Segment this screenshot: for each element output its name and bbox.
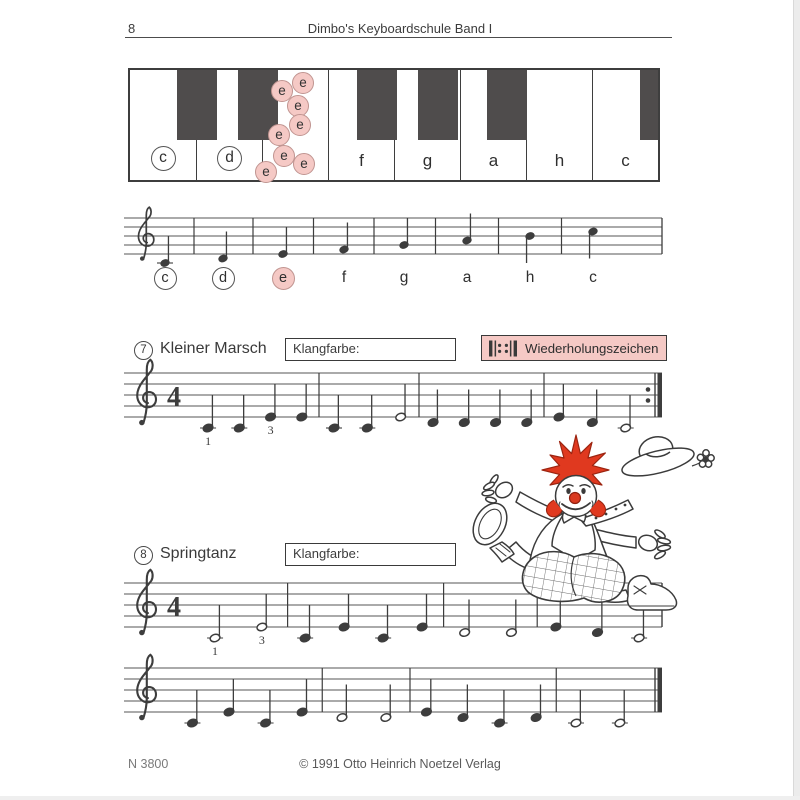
- note-c4-quarter: [231, 395, 247, 433]
- right-boot: [627, 576, 676, 610]
- page-title: Dimbo's Keyboardschule Band I: [307, 21, 493, 36]
- repeat-sign-label: Wiederholungszeichen: [525, 340, 659, 356]
- section-number-8: 8: [134, 546, 153, 565]
- note-c4-half: [612, 690, 628, 728]
- note-e4-quarter: [278, 227, 288, 258]
- note-c4-quarter: [157, 236, 173, 267]
- e-note-sticker: e: [268, 124, 290, 146]
- catalog-number: N 3800: [128, 757, 169, 771]
- keyboard-diagram: [128, 68, 660, 182]
- left-boot: [466, 498, 514, 562]
- note-g4-quarter: [399, 218, 409, 249]
- note-e4-half: [256, 594, 268, 632]
- note-name-d: d: [209, 266, 237, 290]
- e-note-sticker: e: [271, 80, 293, 102]
- finger-number: 1: [212, 644, 219, 658]
- e-note-sticker: e: [292, 72, 314, 94]
- e-note-sticker: e: [289, 114, 311, 136]
- key-label-c: c: [621, 151, 630, 170]
- note-e4-quarter: [296, 679, 308, 717]
- note-name-c: c: [589, 269, 597, 286]
- note-c4-quarter: [297, 605, 313, 643]
- hat-flower: [697, 450, 714, 467]
- e-note-sticker: e: [273, 145, 295, 167]
- note-c4-half: [568, 690, 584, 728]
- finger-number: 1: [205, 434, 212, 448]
- black-key: [177, 70, 217, 140]
- left-hand: [482, 474, 516, 504]
- note-name-e: e: [269, 266, 297, 290]
- note-e4-quarter: [265, 384, 277, 422]
- treble-clef-icon: [137, 655, 156, 721]
- note-name-c: c: [151, 266, 179, 290]
- clown-hat: [619, 433, 714, 481]
- key-label-d: d: [197, 146, 262, 171]
- key-label-g: g: [422, 151, 433, 170]
- note-e4-quarter: [223, 679, 235, 717]
- section-title-springtanz: Springtanz: [160, 545, 237, 562]
- finger-number: 3: [258, 633, 265, 647]
- note-c4-quarter: [184, 690, 200, 728]
- note-name-h: h: [525, 269, 535, 286]
- note-c4-quarter: [326, 395, 342, 433]
- clown-illustration: [450, 420, 716, 616]
- finger-number: 3: [267, 423, 274, 437]
- note-c4-quarter: [492, 690, 508, 728]
- page-edge-bottom: [0, 796, 800, 800]
- e-note-sticker: e: [255, 161, 277, 183]
- klangfarbe-label: Klangfarbe:: [293, 546, 360, 561]
- key-label-h: h: [554, 151, 565, 170]
- note-c4-quarter: [359, 395, 375, 433]
- white-key-h-6: [526, 70, 592, 180]
- page-edge-right: [793, 0, 800, 800]
- note-e4-quarter: [338, 594, 350, 632]
- section-number-7: 7: [134, 341, 153, 360]
- header-rule: [125, 37, 672, 38]
- note-name-f: f: [341, 269, 347, 286]
- time-signature: 4: [167, 382, 181, 413]
- section-title-kleiner-marsch: Kleiner Marsch: [160, 340, 267, 357]
- note-e4-quarter: [421, 679, 433, 717]
- note-c4-quarter: [375, 605, 391, 643]
- page-number: 8: [128, 21, 136, 36]
- note-h4-quarter: [525, 232, 535, 263]
- e-note-sticker: e: [293, 153, 315, 175]
- right-hand: [637, 528, 671, 560]
- treble-clef-icon: [137, 360, 156, 426]
- copyright: © 1991 Otto Heinrich Noetzel Verlag: [299, 757, 501, 771]
- note-name-g: g: [399, 269, 409, 286]
- treble-clef-icon: [137, 570, 156, 636]
- staff-springtanz-2: [124, 653, 676, 753]
- repeat-sign-icon: [488, 340, 518, 357]
- black-key: [640, 70, 658, 140]
- key-label-c: c: [130, 146, 196, 171]
- note-e4-quarter: [296, 384, 308, 422]
- note-c4-quarter: [200, 395, 216, 433]
- note-e4-half: [395, 384, 407, 422]
- clown-nose: [570, 493, 581, 504]
- note-name-a: a: [462, 269, 472, 286]
- time-signature: 4: [167, 592, 181, 623]
- e-note-sticker: e: [287, 95, 309, 117]
- treble-clef-icon: [138, 207, 153, 261]
- key-label-a: a: [488, 151, 499, 170]
- note-e4-quarter: [553, 384, 565, 422]
- note-c4-quarter: [258, 690, 274, 728]
- note-c4-half: [207, 605, 223, 643]
- black-key: [487, 70, 527, 140]
- klangfarbe-label: Klangfarbe:: [293, 341, 360, 356]
- key-label-f: f: [359, 151, 364, 170]
- black-key: [357, 70, 397, 140]
- klangfarbe-field-8[interactable]: [285, 543, 456, 566]
- note-e4-quarter: [416, 594, 428, 632]
- black-key: [418, 70, 458, 140]
